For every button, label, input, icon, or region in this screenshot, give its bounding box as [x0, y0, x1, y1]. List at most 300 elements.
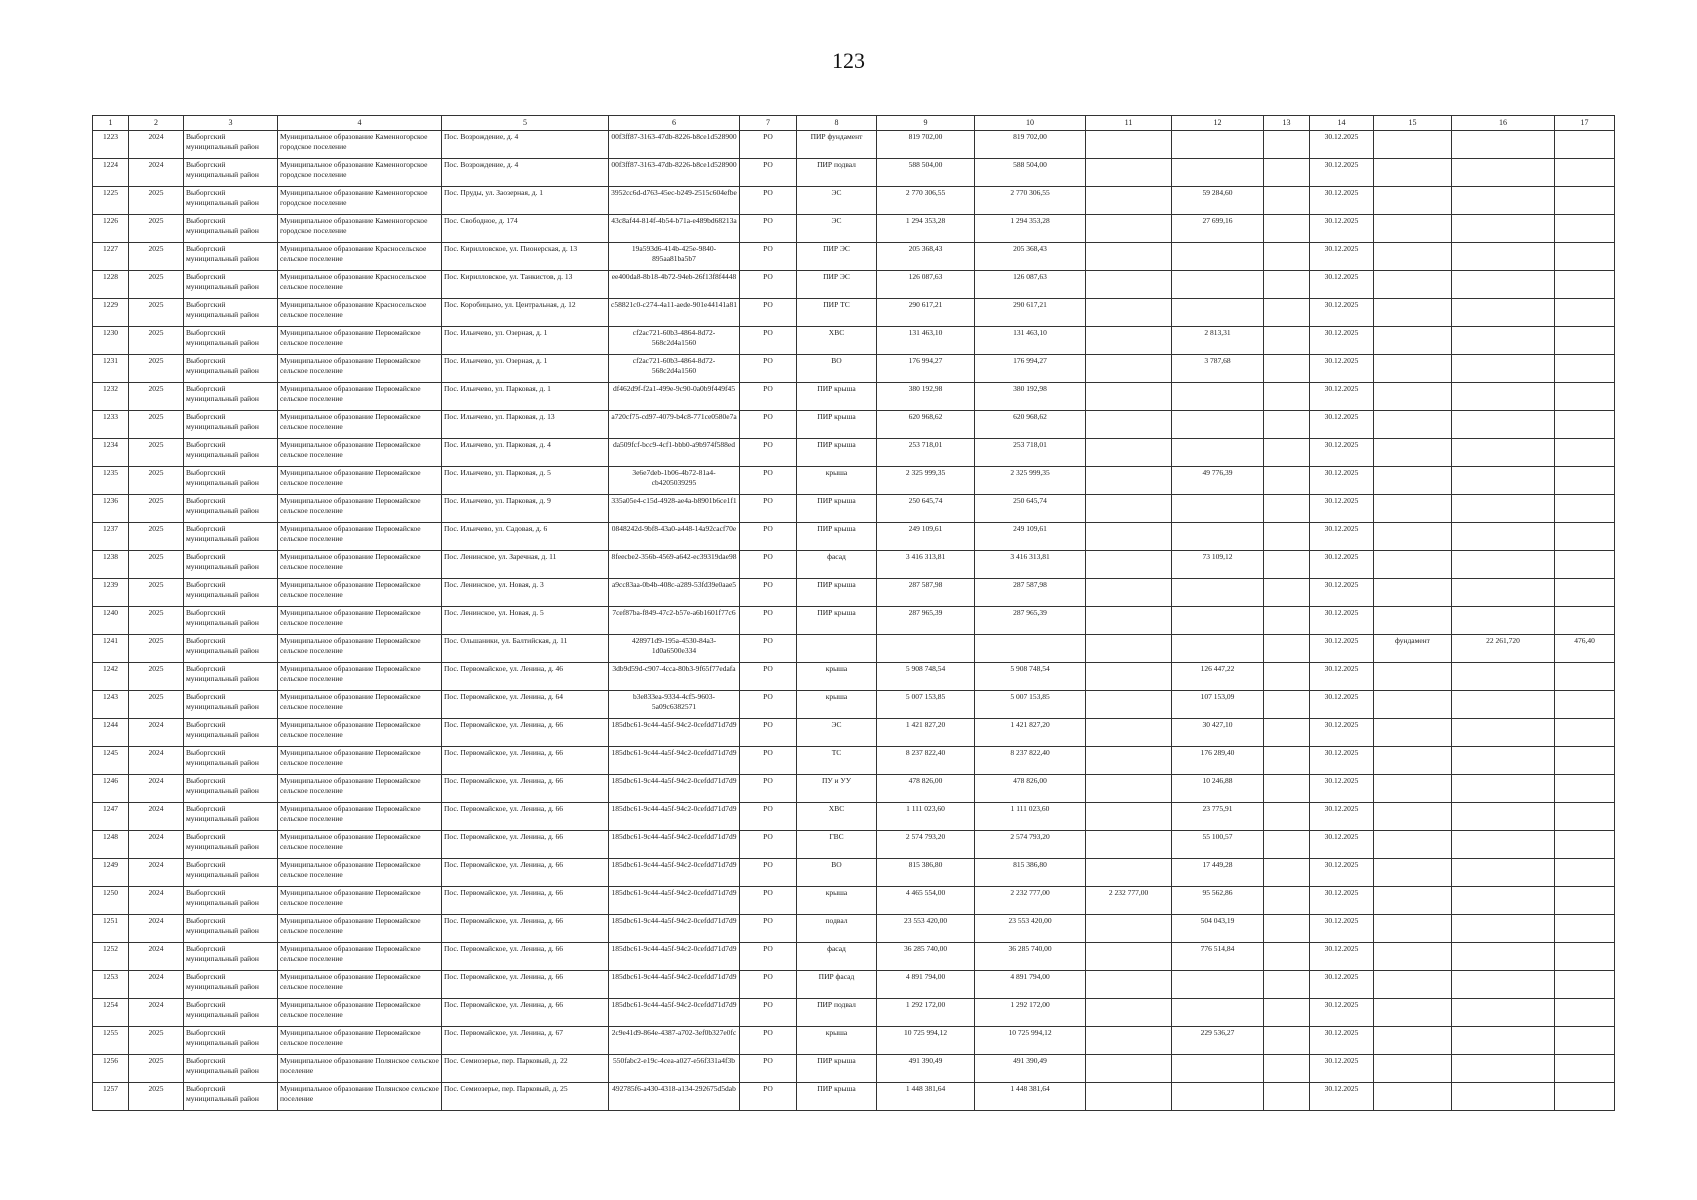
table-cell	[1172, 999, 1264, 1027]
table-cell: 95 562,86	[1172, 887, 1264, 915]
table-cell	[1264, 495, 1310, 523]
table-cell	[1452, 943, 1555, 971]
table-cell: Пос. Ленинское, ул. Заречная, д. 11	[442, 551, 609, 579]
table-cell	[1086, 971, 1172, 999]
table-cell: РО	[740, 551, 797, 579]
table-cell: 30.12.2025	[1310, 719, 1374, 747]
table-cell: 1 111 023,60	[975, 803, 1086, 831]
table-cell: ПИР подвал	[797, 999, 877, 1027]
table-cell	[1374, 327, 1452, 355]
table-cell: РО	[740, 719, 797, 747]
table-cell	[1374, 831, 1452, 859]
table-cell	[1264, 859, 1310, 887]
table-cell	[1086, 663, 1172, 691]
table-row	[93, 635, 1615, 663]
table-cell: 776 514,84	[1172, 943, 1264, 971]
table-cell: 1256	[93, 1055, 129, 1083]
table-cell: Муниципальное образование Первомайское сельское поселение	[278, 775, 442, 803]
table-cell	[1264, 635, 1310, 663]
table-row	[93, 439, 1615, 467]
table-cell: РО	[740, 411, 797, 439]
table-cell: 2025	[129, 411, 184, 439]
table-cell	[1452, 803, 1555, 831]
table-cell: 2024	[129, 999, 184, 1027]
table-row	[93, 355, 1615, 383]
table-cell	[1172, 299, 1264, 327]
table-cell: Выборгский муниципальный район	[184, 943, 278, 971]
table-row	[93, 523, 1615, 551]
table-cell	[797, 635, 877, 663]
table-cell: 1 448 381,64	[877, 1083, 975, 1111]
column-header: 17	[1555, 116, 1615, 131]
table-cell	[1264, 691, 1310, 719]
table-cell: 17 449,28	[1172, 859, 1264, 887]
table-cell	[1452, 299, 1555, 327]
table-cell: 7cef87ba-f849-47c2-b57e-a6b1601f77c6	[609, 607, 740, 635]
table-cell: 253 718,01	[975, 439, 1086, 467]
table-cell: Пос. Первомайское, ул. Ленина, д. 64	[442, 691, 609, 719]
table-cell: РО	[740, 887, 797, 915]
table-cell	[1086, 635, 1172, 663]
table-cell: ПИР фундамент	[797, 131, 877, 159]
table-cell	[1172, 159, 1264, 187]
table-cell: Муниципальное образование Первомайское сельское поселение	[278, 887, 442, 915]
table-cell	[1452, 243, 1555, 271]
table-cell	[1555, 159, 1615, 187]
table-cell: 1 294 353,28	[975, 215, 1086, 243]
table-cell: Выборгский муниципальный район	[184, 999, 278, 1027]
table-cell: ПИР крыша	[797, 523, 877, 551]
table-cell: 2024	[129, 859, 184, 887]
table-cell: Выборгский муниципальный район	[184, 467, 278, 495]
table-cell	[1264, 719, 1310, 747]
table-cell: 2c9e41d9-864e-4387-a702-3ef0b327e0fc	[609, 1027, 740, 1055]
table-cell	[1264, 215, 1310, 243]
table-row	[93, 131, 1615, 159]
table-cell	[1555, 803, 1615, 831]
table-cell: Выборгский муниципальный район	[184, 131, 278, 159]
table-cell: 30.12.2025	[1310, 831, 1374, 859]
table-cell	[1086, 439, 1172, 467]
table-cell: 2024	[129, 943, 184, 971]
table-cell: Муниципальное образование Первомайское сельское поселение	[278, 579, 442, 607]
table-cell: Пос. Ильичево, ул. Парковая, д. 5	[442, 467, 609, 495]
table-cell	[1086, 355, 1172, 383]
table-cell: фасад	[797, 943, 877, 971]
table-cell: 2 232 777,00	[975, 887, 1086, 915]
table-row	[93, 187, 1615, 215]
table-cell	[1452, 887, 1555, 915]
table-cell: Выборгский муниципальный район	[184, 1083, 278, 1111]
table-row	[93, 383, 1615, 411]
table-cell	[1555, 495, 1615, 523]
table-cell	[1374, 971, 1452, 999]
table-cell: Пос. Ильичево, ул. Парковая, д. 9	[442, 495, 609, 523]
table-cell	[1264, 747, 1310, 775]
table-cell: Муниципальное образование Первомайское сельское поселение	[278, 943, 442, 971]
table-cell: 30.12.2025	[1310, 1055, 1374, 1083]
table-cell: 1232	[93, 383, 129, 411]
table-cell: 335a05e4-c15d-4928-ae4a-b8901b6ce1f1	[609, 495, 740, 523]
table-cell: ПИР ЭС	[797, 271, 877, 299]
table-cell: Выборгский муниципальный район	[184, 187, 278, 215]
table-cell: Выборгский муниципальный район	[184, 635, 278, 663]
table-cell: 176 289,40	[1172, 747, 1264, 775]
table-cell: ЭС	[797, 187, 877, 215]
table-cell: Пос. Кирилловское, ул. Танкистов, д. 13	[442, 271, 609, 299]
table-cell: 1251	[93, 915, 129, 943]
column-header: 11	[1086, 116, 1172, 131]
table-cell	[1374, 243, 1452, 271]
table-cell: Пос. Первомайское, ул. Ленина, д. 66	[442, 999, 609, 1027]
table-cell	[1452, 327, 1555, 355]
column-header: 2	[129, 116, 184, 131]
table-cell: Выборгский муниципальный район	[184, 831, 278, 859]
table-cell: РО	[740, 635, 797, 663]
table-cell: Пос. Ильичево, ул. Озерная, д. 1	[442, 355, 609, 383]
table-cell: 5 908 748,54	[975, 663, 1086, 691]
table-cell: 1237	[93, 523, 129, 551]
table-cell: 1250	[93, 887, 129, 915]
table-cell: Муниципальное образование Каменногорское городское поселение	[278, 159, 442, 187]
table-cell: 30.12.2025	[1310, 439, 1374, 467]
table-cell: 1234	[93, 439, 129, 467]
table-cell	[1555, 355, 1615, 383]
table-cell: Выборгский муниципальный район	[184, 215, 278, 243]
table-cell: Выборгский муниципальный район	[184, 299, 278, 327]
table-cell	[1086, 327, 1172, 355]
table-cell: Пос. Первомайское, ул. Ленина, д. 66	[442, 943, 609, 971]
table-cell: 2025	[129, 355, 184, 383]
table-cell: Пос. Первомайское, ул. Ленина, д. 66	[442, 719, 609, 747]
table-cell	[1264, 999, 1310, 1027]
table-cell: 185dbc61-9c44-4a5f-94c2-0cefdd71d7d9	[609, 887, 740, 915]
table-cell	[1086, 215, 1172, 243]
table-cell: РО	[740, 495, 797, 523]
table-cell: 00f3ff87-3163-47db-8226-b8ce1d528900	[609, 159, 740, 187]
table-cell: 1 111 023,60	[877, 803, 975, 831]
table-cell	[1452, 439, 1555, 467]
table-row	[93, 775, 1615, 803]
table-cell: Выборгский муниципальный район	[184, 411, 278, 439]
table-row	[93, 327, 1615, 355]
table-cell: 2025	[129, 327, 184, 355]
table-cell	[1374, 943, 1452, 971]
table-cell: 30.12.2025	[1310, 215, 1374, 243]
table-cell	[1264, 1083, 1310, 1111]
table-cell	[1374, 803, 1452, 831]
table-cell: Пос. Первомайское, ул. Ленина, д. 66	[442, 803, 609, 831]
table-cell: РО	[740, 159, 797, 187]
table-cell: РО	[740, 355, 797, 383]
table-cell: 1233	[93, 411, 129, 439]
table-cell: Выборгский муниципальный район	[184, 579, 278, 607]
column-header: 3	[184, 116, 278, 131]
table-cell	[1555, 859, 1615, 887]
table-cell: 2 325 999,35	[877, 467, 975, 495]
table-cell: Пос. Первомайское, ул. Ленина, д. 66	[442, 915, 609, 943]
table-row	[93, 831, 1615, 859]
table-cell	[1172, 131, 1264, 159]
table-cell: 30.12.2025	[1310, 803, 1374, 831]
table-cell: 0848242d-9bf8-43a0-a448-14a92cacf70e	[609, 523, 740, 551]
table-cell: Выборгский муниципальный район	[184, 859, 278, 887]
table-cell: 30.12.2025	[1310, 691, 1374, 719]
table-cell: 380 192,98	[877, 383, 975, 411]
table-cell: 5 908 748,54	[877, 663, 975, 691]
table-cell: da509fcf-bcc9-4cf1-bbb0-a9b974f588ed	[609, 439, 740, 467]
table-cell: 1228	[93, 271, 129, 299]
table-cell: 5 007 153,85	[975, 691, 1086, 719]
table-cell: ВО	[797, 859, 877, 887]
table-cell: 1238	[93, 551, 129, 579]
table-cell: 185dbc61-9c44-4a5f-94c2-0cefdd71d7d9	[609, 803, 740, 831]
table-cell	[1555, 943, 1615, 971]
table-cell	[1264, 131, 1310, 159]
table-cell	[1555, 187, 1615, 215]
table-cell	[1374, 1055, 1452, 1083]
table-cell	[1452, 747, 1555, 775]
table-cell: 1230	[93, 327, 129, 355]
table-row	[93, 243, 1615, 271]
table-cell: Пос. Ленинское, ул. Новая, д. 5	[442, 607, 609, 635]
table-cell: Муниципальное образование Первомайское сельское поселение	[278, 971, 442, 999]
table-cell: 2 325 999,35	[975, 467, 1086, 495]
table-row	[93, 159, 1615, 187]
table-cell: 3 416 313,81	[975, 551, 1086, 579]
table-cell: Пос. Первомайское, ул. Ленина, д. 66	[442, 831, 609, 859]
table-cell	[1264, 943, 1310, 971]
table-cell: 2 574 793,20	[877, 831, 975, 859]
table-cell: 2024	[129, 775, 184, 803]
table-cell	[1452, 719, 1555, 747]
table-cell	[1374, 1027, 1452, 1055]
column-header: 9	[877, 116, 975, 131]
table-cell	[1555, 243, 1615, 271]
table-cell	[1374, 691, 1452, 719]
table-cell: 185dbc61-9c44-4a5f-94c2-0cefdd71d7d9	[609, 915, 740, 943]
table-row	[93, 467, 1615, 495]
table-cell: 2025	[129, 439, 184, 467]
table-cell	[1452, 1083, 1555, 1111]
table-cell: Выборгский муниципальный район	[184, 243, 278, 271]
table-cell	[1086, 607, 1172, 635]
table-cell: 30.12.2025	[1310, 495, 1374, 523]
table-cell: 4 891 794,00	[877, 971, 975, 999]
table-cell: РО	[740, 803, 797, 831]
table-cell	[1452, 271, 1555, 299]
table-cell: Выборгский муниципальный район	[184, 915, 278, 943]
table-row	[93, 747, 1615, 775]
table-cell: 1 448 381,64	[975, 1083, 1086, 1111]
table-cell: РО	[740, 607, 797, 635]
table-cell	[1374, 523, 1452, 551]
table-cell	[1555, 1055, 1615, 1083]
table-cell	[1264, 607, 1310, 635]
table-cell	[1555, 915, 1615, 943]
table-cell: 1239	[93, 579, 129, 607]
table-cell	[1086, 551, 1172, 579]
table-cell	[1452, 663, 1555, 691]
table-cell: Выборгский муниципальный район	[184, 1055, 278, 1083]
table-cell: 2025	[129, 523, 184, 551]
table-cell: 2 770 306,55	[975, 187, 1086, 215]
table-cell: 2025	[129, 467, 184, 495]
table-cell: 8 237 822,40	[877, 747, 975, 775]
table-cell	[1452, 691, 1555, 719]
table-cell: 815 386,80	[975, 859, 1086, 887]
table-cell: 3e6e7deb-1b06-4b72-81a4-cb4205039295	[609, 467, 740, 495]
table-cell: 2024	[129, 915, 184, 943]
table-cell: Пос. Ильичево, ул. Парковая, д. 1	[442, 383, 609, 411]
table-cell: 185dbc61-9c44-4a5f-94c2-0cefdd71d7d9	[609, 971, 740, 999]
table-cell	[1374, 551, 1452, 579]
table-cell: 185dbc61-9c44-4a5f-94c2-0cefdd71d7d9	[609, 943, 740, 971]
table-cell: 1236	[93, 495, 129, 523]
table-cell: Выборгский муниципальный район	[184, 663, 278, 691]
table-cell: Пос. Первомайское, ул. Ленина, д. 66	[442, 747, 609, 775]
column-header: 14	[1310, 116, 1374, 131]
table-cell	[1264, 971, 1310, 999]
table-cell: 1245	[93, 747, 129, 775]
table-row	[93, 579, 1615, 607]
table-cell: 504 043,19	[1172, 915, 1264, 943]
table-cell: 287 587,98	[975, 579, 1086, 607]
table-cell: Пос. Свободное, д. 174	[442, 215, 609, 243]
table-cell: Выборгский муниципальный район	[184, 271, 278, 299]
table-cell: 620 968,62	[877, 411, 975, 439]
table-cell: крыша	[797, 691, 877, 719]
table-cell: РО	[740, 1055, 797, 1083]
table-cell: 287 965,39	[975, 607, 1086, 635]
table-cell: 1243	[93, 691, 129, 719]
table-cell: 249 109,61	[877, 523, 975, 551]
table-cell: 550fabc2-e19c-4cea-a027-e56f331a4f3b	[609, 1055, 740, 1083]
table-cell: ПИР фасад	[797, 971, 877, 999]
table-cell	[1452, 355, 1555, 383]
table-cell: 19a593d6-414b-425e-9840-895aa81ba5b7	[609, 243, 740, 271]
table-cell: 1242	[93, 663, 129, 691]
table-cell: 2025	[129, 579, 184, 607]
column-header: 12	[1172, 116, 1264, 131]
table-cell: крыша	[797, 1027, 877, 1055]
table-cell: 588 504,00	[877, 159, 975, 187]
table-cell	[1264, 411, 1310, 439]
table-cell	[1086, 271, 1172, 299]
table-cell: 30.12.2025	[1310, 775, 1374, 803]
table-cell: 205 368,43	[975, 243, 1086, 271]
table-cell	[1086, 775, 1172, 803]
table-cell	[1264, 831, 1310, 859]
table-row	[93, 215, 1615, 243]
table-cell: 30 427,10	[1172, 719, 1264, 747]
table-cell: 00f3ff87-3163-47db-8226-b8ce1d528900	[609, 131, 740, 159]
table-cell: ПИР ТС	[797, 299, 877, 327]
table-cell	[1264, 887, 1310, 915]
table-cell	[1264, 467, 1310, 495]
table-cell: 43c8af44-814f-4b54-b71a-e489bd68213a	[609, 215, 740, 243]
table-cell: ПИР крыша	[797, 579, 877, 607]
table-cell	[1086, 691, 1172, 719]
table-cell: РО	[740, 943, 797, 971]
table-cell: 30.12.2025	[1310, 243, 1374, 271]
table-cell: Муниципальное образование Первомайское сельское поселение	[278, 691, 442, 719]
table-cell: 30.12.2025	[1310, 663, 1374, 691]
table-cell: Муниципальное образование Каменногорское городское поселение	[278, 187, 442, 215]
table-cell: 1255	[93, 1027, 129, 1055]
table-cell	[1172, 271, 1264, 299]
table-cell: 185dbc61-9c44-4a5f-94c2-0cefdd71d7d9	[609, 775, 740, 803]
table-cell	[1264, 663, 1310, 691]
table-cell: Муниципальное образование Первомайское сельское поселение	[278, 411, 442, 439]
table-cell: 2025	[129, 551, 184, 579]
table-cell: 49 776,39	[1172, 467, 1264, 495]
table-cell: 3db9d59d-c907-4cca-80b3-9f65f77edafa	[609, 663, 740, 691]
table-cell	[1374, 439, 1452, 467]
table-cell	[1555, 411, 1615, 439]
table-cell: Муниципальное образование Первомайское сельское поселение	[278, 747, 442, 775]
table-cell: Муниципальное образование Полянское сельское поселение	[278, 1055, 442, 1083]
table-cell: ПИР крыша	[797, 1083, 877, 1111]
table-cell	[1452, 1055, 1555, 1083]
table-row	[93, 1027, 1615, 1055]
table-cell	[1086, 943, 1172, 971]
table-cell	[1264, 299, 1310, 327]
table-cell	[1264, 355, 1310, 383]
table-cell: Пос. Семиозерье, пер. Парковый, д. 22	[442, 1055, 609, 1083]
table-cell	[1172, 607, 1264, 635]
table-cell: Муниципальное образование Каменногорское городское поселение	[278, 131, 442, 159]
table-cell: Пос. Ленинское, ул. Новая, д. 3	[442, 579, 609, 607]
table-cell: 126 087,63	[975, 271, 1086, 299]
table-cell: 287 965,39	[877, 607, 975, 635]
table-cell: РО	[740, 215, 797, 243]
table-cell: 10 725 994,12	[877, 1027, 975, 1055]
table-cell: 250 645,74	[877, 495, 975, 523]
table-cell: 2024	[129, 159, 184, 187]
table-cell: Выборгский муниципальный район	[184, 551, 278, 579]
table-cell: 2025	[129, 187, 184, 215]
table-row	[93, 299, 1615, 327]
table-cell: 36 285 740,00	[975, 943, 1086, 971]
table-cell: 73 109,12	[1172, 551, 1264, 579]
table-cell: Пос. Первомайское, ул. Ленина, д. 66	[442, 859, 609, 887]
table-cell	[1452, 1027, 1555, 1055]
table-cell: Пос. Ильичево, ул. Парковая, д. 13	[442, 411, 609, 439]
table-cell	[1086, 719, 1172, 747]
table-cell: 380 192,98	[975, 383, 1086, 411]
table-cell: 30.12.2025	[1310, 411, 1374, 439]
table-cell	[1264, 1055, 1310, 1083]
table-cell	[1374, 915, 1452, 943]
table-cell: ПИР крыша	[797, 1055, 877, 1083]
table-cell	[1086, 1055, 1172, 1083]
table-cell	[1452, 775, 1555, 803]
table-cell: РО	[740, 663, 797, 691]
table-cell: Выборгский муниципальный район	[184, 439, 278, 467]
table-cell	[1172, 971, 1264, 999]
table-cell	[1555, 439, 1615, 467]
table-cell: 30.12.2025	[1310, 635, 1374, 663]
table-cell: 2024	[129, 971, 184, 999]
header-row	[93, 116, 1615, 131]
table-cell: Пос. Первомайское, ул. Ленина, д. 66	[442, 775, 609, 803]
table-cell: ПИР крыша	[797, 439, 877, 467]
table-cell: 30.12.2025	[1310, 1027, 1374, 1055]
table-cell: 30.12.2025	[1310, 187, 1374, 215]
table-cell: 2024	[129, 887, 184, 915]
table-cell	[1264, 1027, 1310, 1055]
